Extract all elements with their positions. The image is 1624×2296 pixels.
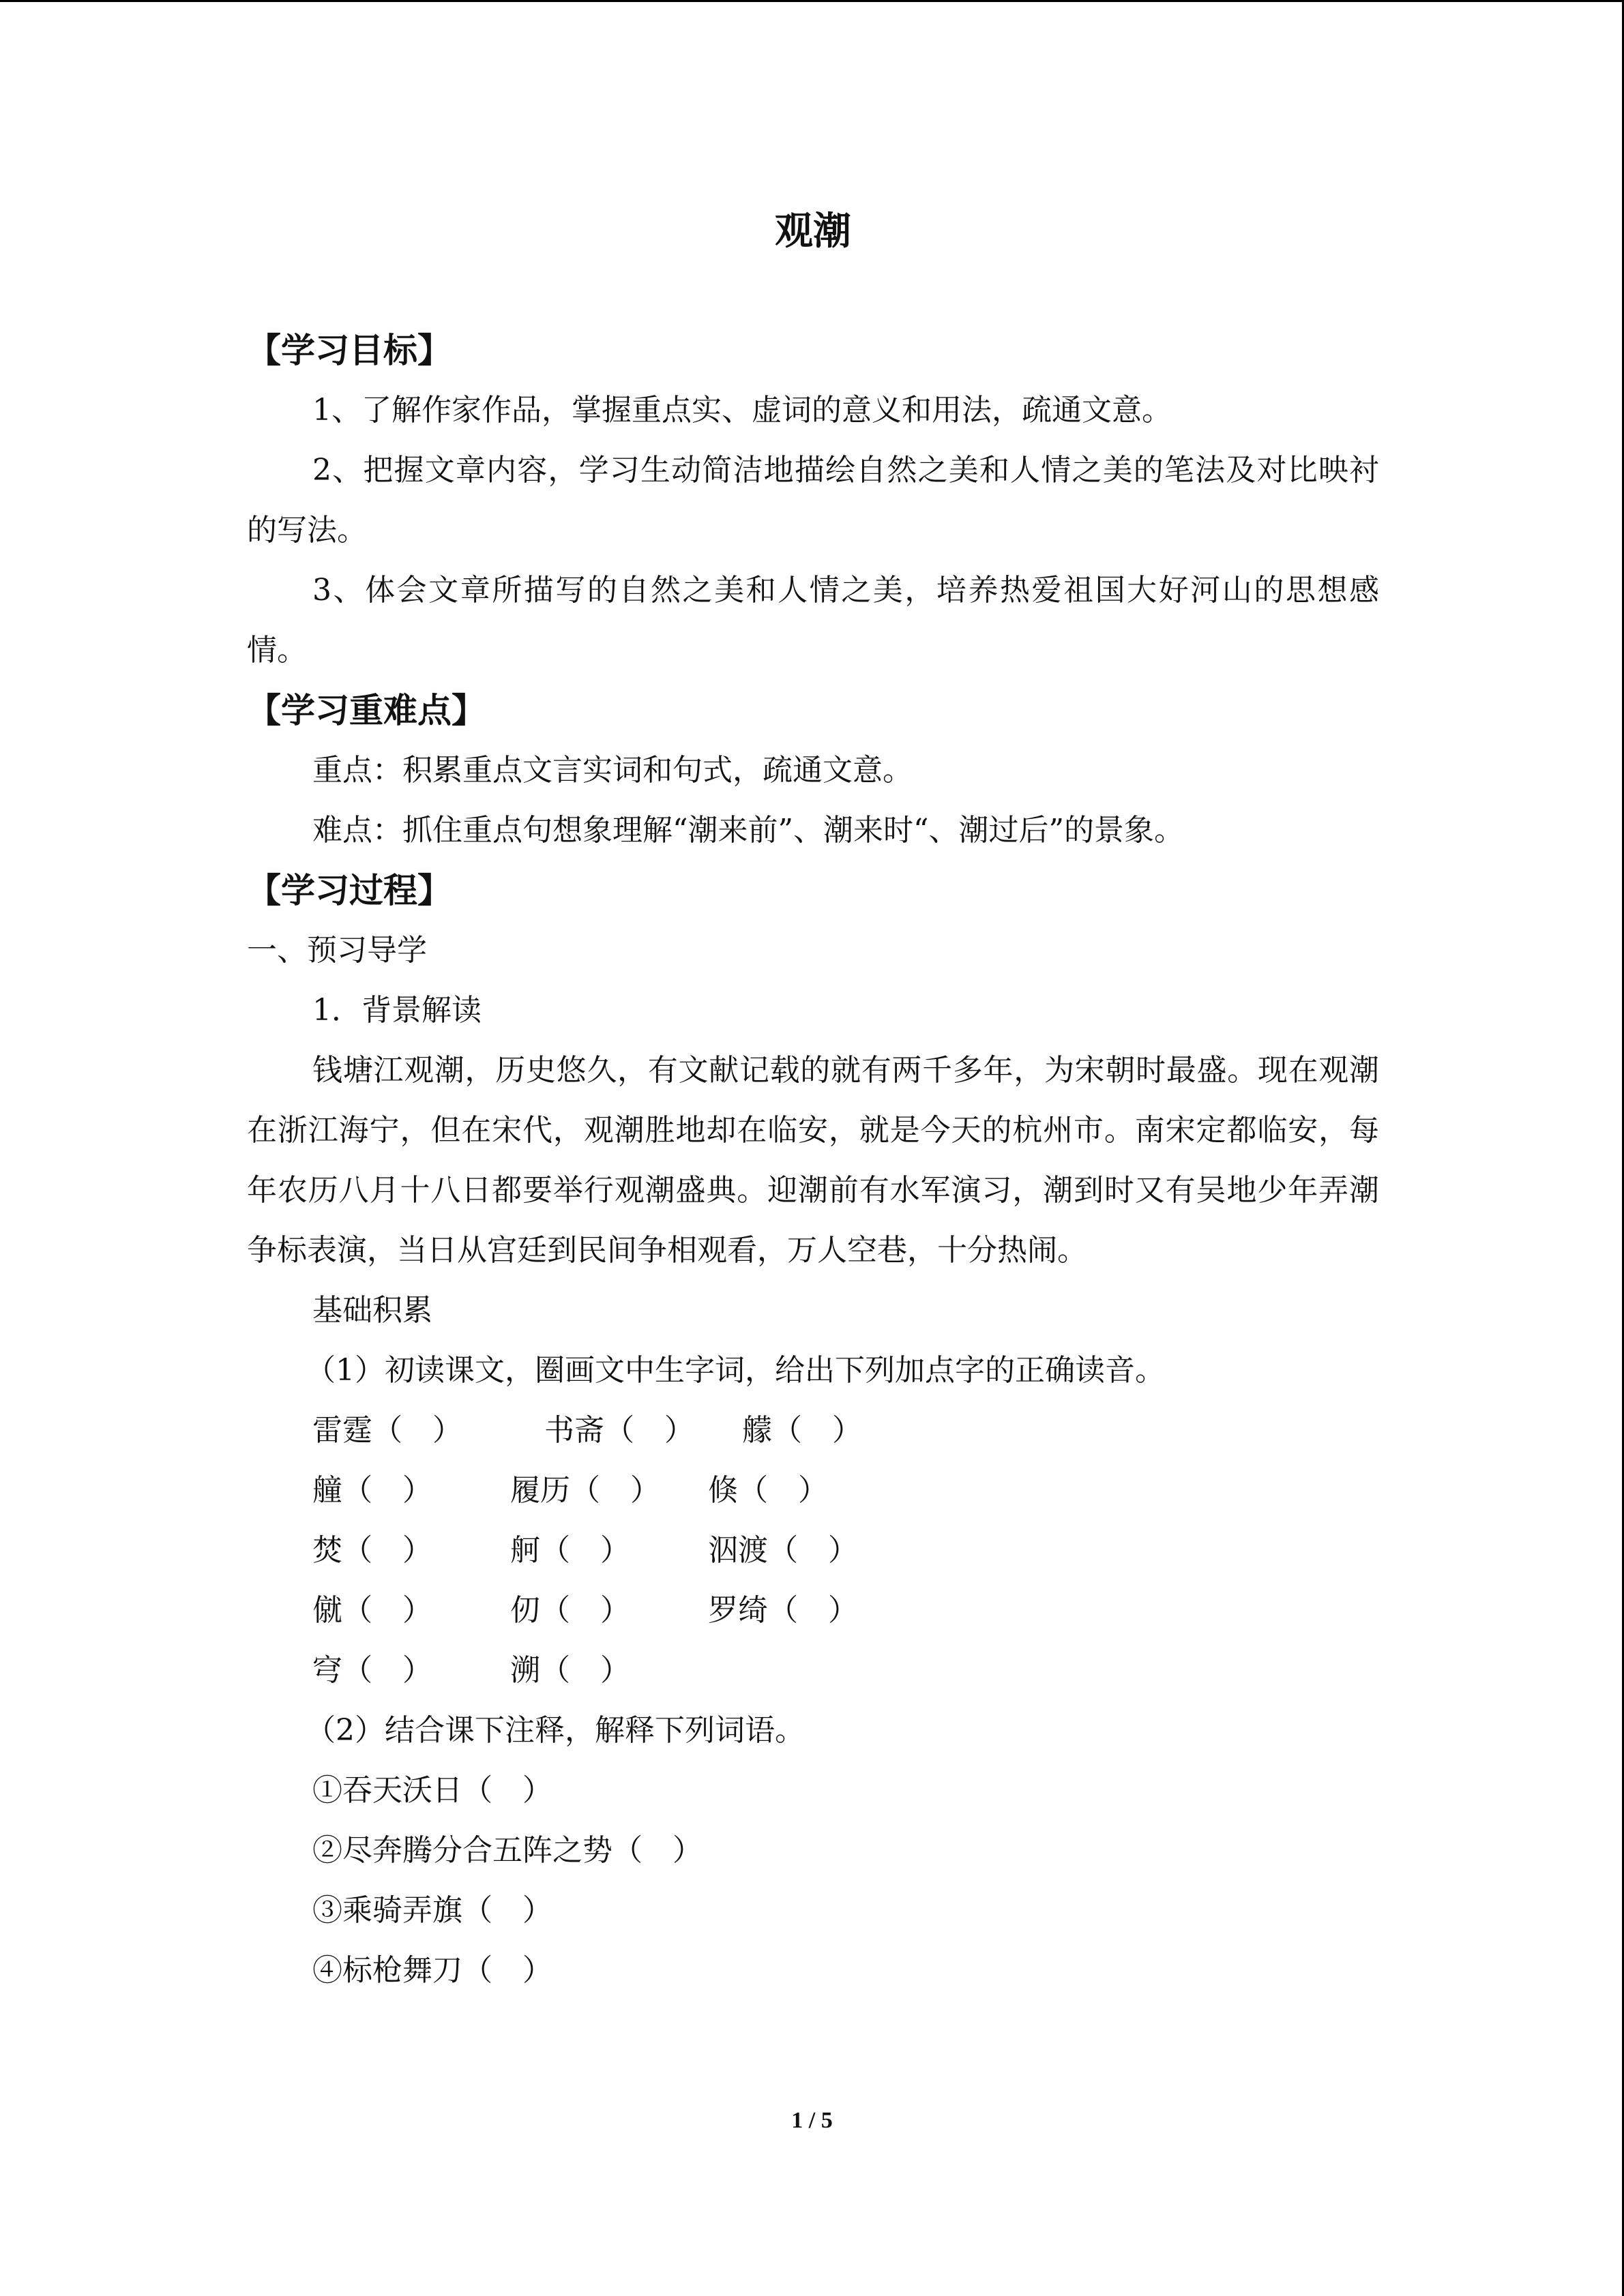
objective-item-1: 1、了解作家作品，掌握重点实、虚词的意义和用法，疏通文意。	[312, 393, 1172, 428]
pinyin-item: 仞（ ）	[510, 1593, 630, 1628]
objectives-section	[247, 320, 1379, 681]
objective-item-3: 3、体会文章所描写的自然之美和人情之美，培养热爱祖国大好河山的思想感情。	[247, 573, 1379, 668]
background-text: 钱塘江观潮，历史悠久，有文献记载的就有两千多年，为宋朝时最盛。现在观潮在浙江海宁，但在宋代，观潮胜地却在临安，就是今天的杭州市。南宋定都临安，每年农历八月十八日都要举行观潮盛典。迎潮前有水军演习，潮到时又有吴地少年弄潮争标表演，当日从宫廷到民间争相观看，万人空巷，十分热闹。	[247, 1053, 1379, 1268]
basics-title: 基础积累	[312, 1293, 432, 1328]
pinyin-row	[247, 1461, 1379, 1521]
process-section	[247, 861, 1379, 2001]
part1-title: 一、预习导学	[247, 933, 427, 968]
pinyin-item: 倏（ ）	[708, 1473, 828, 1508]
page-number: 1 / 5	[791, 2108, 833, 2133]
keypoints-section	[247, 681, 1379, 861]
pinyin-item: 焚（ ）	[312, 1533, 432, 1568]
document-title: 观潮	[775, 209, 851, 254]
term-item-2: ②尽奔腾分合五阵之势（ ）	[312, 1833, 703, 1868]
pinyin-item: 僦（ ）	[312, 1593, 432, 1628]
objectives-heading: 【学习目标】	[247, 331, 452, 370]
keypoints-heading: 【学习重难点】	[247, 691, 486, 730]
pinyin-row	[247, 1581, 1379, 1641]
pinyin-row	[247, 1521, 1379, 1581]
term-item-3: ③乘骑弄旗（ ）	[312, 1893, 552, 1928]
pinyin-item: 穹（ ）	[312, 1653, 432, 1688]
term-item-4: ④标枪舞刀（ ）	[312, 1953, 552, 1988]
keypoint-difficult: 难点：抓住重点句想象理解“潮来前”、潮来时“、潮过后”的景象。	[312, 813, 1184, 848]
objective-item-2: 2、把握文章内容，学习生动简洁地描绘自然之美和人情之美的笔法及对比映衬的写法。	[247, 453, 1379, 548]
pinyin-item: 艨（ ）	[742, 1413, 862, 1448]
background-title: 1．背景解读	[312, 993, 482, 1028]
pinyin-item: 艟（ ）	[312, 1473, 432, 1508]
term-item-1: ①吞天沃日（ ）	[312, 1773, 552, 1808]
pinyin-item: 书斋（ ）	[544, 1413, 694, 1448]
pinyin-item: 泅渡（ ）	[708, 1533, 858, 1568]
process-heading: 【学习过程】	[247, 871, 452, 910]
page-border-top	[0, 0, 1624, 2]
pinyin-row	[247, 1401, 1379, 1461]
pinyin-row	[247, 1641, 1379, 1701]
pinyin-item: 履历（ ）	[510, 1473, 660, 1508]
pinyin-item: 舸（ ）	[510, 1533, 630, 1568]
pinyin-item: 溯（ ）	[510, 1653, 630, 1688]
question-1: （1）初读课文，圈画文中生字词，给出下列加点字的正确读音。	[306, 1353, 1165, 1388]
pinyin-item: 罗绮（ ）	[708, 1593, 858, 1628]
keypoint-key: 重点：积累重点文言实词和句式，疏通文意。	[312, 753, 913, 788]
question-2: （2）结合课下注释，解释下列词语。	[306, 1713, 805, 1748]
pinyin-item: 雷霆（ ）	[312, 1413, 462, 1448]
